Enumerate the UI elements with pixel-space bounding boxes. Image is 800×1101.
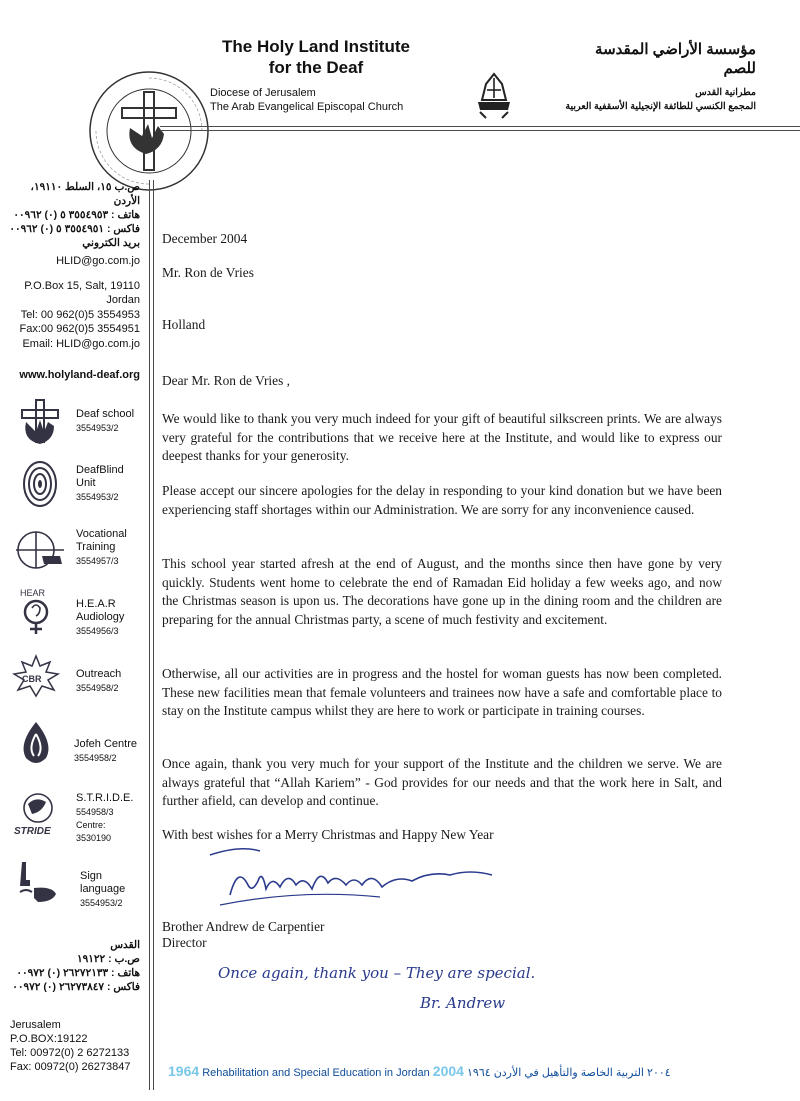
org-name-en: The Holy Land Institute for the Deaf (222, 37, 410, 77)
vocational-training-icon (12, 524, 68, 574)
signature-image (200, 845, 500, 915)
signer-title: Director (162, 935, 207, 950)
diocese-en: Diocese of Jerusalem The Arab Evangelical Episcopal Church (210, 87, 404, 113)
institute-seal-icon (86, 68, 212, 194)
header-rule (160, 130, 800, 131)
dept-outreach: Outreach 3554958/2 (76, 668, 122, 693)
body-paragraph: We would like to thank you very much indeed for your gift of beautiful silkscreen prints. We are always very grateful for the contributions that we receive here at the Institute, and would like to express our deepest thanks for your generosity. (162, 411, 722, 463)
sidebar-rule (153, 180, 154, 1090)
sign-language-icon (12, 858, 68, 908)
body-paragraph: Please accept our sincere apologies for the delay in responding to your kind donation but we have been experiencing staff shortages within our Administration. We are sorry for any inconvenience caused. (162, 483, 722, 517)
deaf-school-icon (12, 396, 68, 446)
dept-deaf-school: Deaf school 3554953/2 (76, 408, 135, 433)
jerusalem-address-en: Jerusalem P.O.BOX:19122 Tel: 00972(0) 2 6272133 Fax: 00972(0) 26273847 (10, 1019, 131, 1073)
dept-deafblind-unit: DeafBlind Unit 3554953/2 (76, 464, 124, 502)
dept-stride: S.T.R.I.D.E. 554958/3 Centre: 3530190 (76, 792, 134, 843)
diocese-ar: مطرانية القدس المجمع الكنسي للطائفة الإنجيلية الأسقفية العربية (565, 87, 756, 112)
svg-text:CBR: CBR (22, 674, 42, 684)
letter-date: December 2004 (162, 231, 248, 246)
website-link[interactable]: www.holyland-deaf.org (19, 369, 140, 381)
handwritten-note: Once again, thank you – They are special. (218, 964, 536, 982)
svg-text:HEAR: HEAR (20, 588, 46, 598)
org-name-ar: مؤسسة الأراضي المقدسة للصم (595, 41, 756, 77)
recipient-name: Mr. Ron de Vries (162, 265, 254, 280)
body-paragraph: This school year started afresh at the end of August, and the months since then have gone by very quickly. Students went home to celebrate the end of Ramadan Eid holiday a few weeks ago, and now the Christmas season is upon us. The decorations have gone up in the dining room and the children are preparing for the annual Christmas party, a scene of much festivity and excitement. (162, 556, 722, 627)
body-paragraph: Otherwise, all our activities are in progress and the hostel for woman guests has now been completed. These new facilities mean that female volunteers and trainees now have a safe and comfortable place to stay on the Institute campus whilst they are here to work or participate in training courses. (162, 666, 722, 718)
audiology-icon (12, 586, 68, 636)
jofeh-centre-icon (12, 718, 68, 768)
dept-jofeh-centre: Jofeh Centre 3554958/2 (74, 738, 137, 763)
recipient-country: Holland (162, 317, 206, 332)
salutation: Dear Mr. Ron de Vries , (162, 373, 290, 388)
fingerprint-icon (12, 458, 68, 508)
body-paragraph: Once again, thank you very much for your support of the Institute and the children we serve. We are always grateful that “Allah Kariem” - God provides for our needs and that the work here in Salt, and further afield, can develop and continue. (162, 756, 722, 808)
handwritten-signoff: Br. Andrew (420, 994, 506, 1012)
svg-text:STRIDE: STRIDE (14, 826, 51, 836)
dept-sign-language: Sign language 3554953/2 (80, 870, 126, 908)
closing-line: With best wishes for a Merry Christmas and Happy New Year (162, 827, 494, 842)
address-en: HLID@go.com.jo P.O.Box 15, Salt, 19110 Jordan Tel: 00 962(0)5 3554953 Fax:00 962(0)5 3554951 Email: HLID@go.com.jo (19, 255, 140, 350)
church-mitre-icon (472, 70, 516, 120)
jerusalem-address-ar: القدس ص.ب : ١٩١٢٢ هاتف : ٢٦٢٧٢١٣٣ (٠) ٠٠٩٧٢ فاكس : ٢٦٢٧٣٨٤٧ (٠) ٠٠٩٧٢ (12, 939, 140, 993)
cbr-outreach-icon (12, 652, 68, 702)
dept-hear-audiology: H.E.A.R Audiology 3554956/3 (76, 598, 125, 636)
footer-banner: 1964 Rehabilitation and Special Education in Jordan 2004 ٢٠٠٤ التربية الخاصة والتأهيل في الأردن ١٩٦٤ (168, 1063, 671, 1079)
signer-name: Brother Andrew de Carpentier (162, 919, 325, 934)
header-rule (160, 126, 800, 127)
dept-vocational-training: Vocational Training 3554957/3 (76, 528, 127, 566)
stride-globe-icon (12, 786, 68, 836)
address-ar: ص.ب ١٥، السلط ١٩١١٠، الأردن هاتف : ٣٥٥٤٩٥٣ ٥ (٠) ٠٠٩٦٢ فاكس : ٣٥٥٤٩٥١ ٥ (٠) ٠٠٩٦٢ بريد الكتروني (9, 181, 140, 249)
